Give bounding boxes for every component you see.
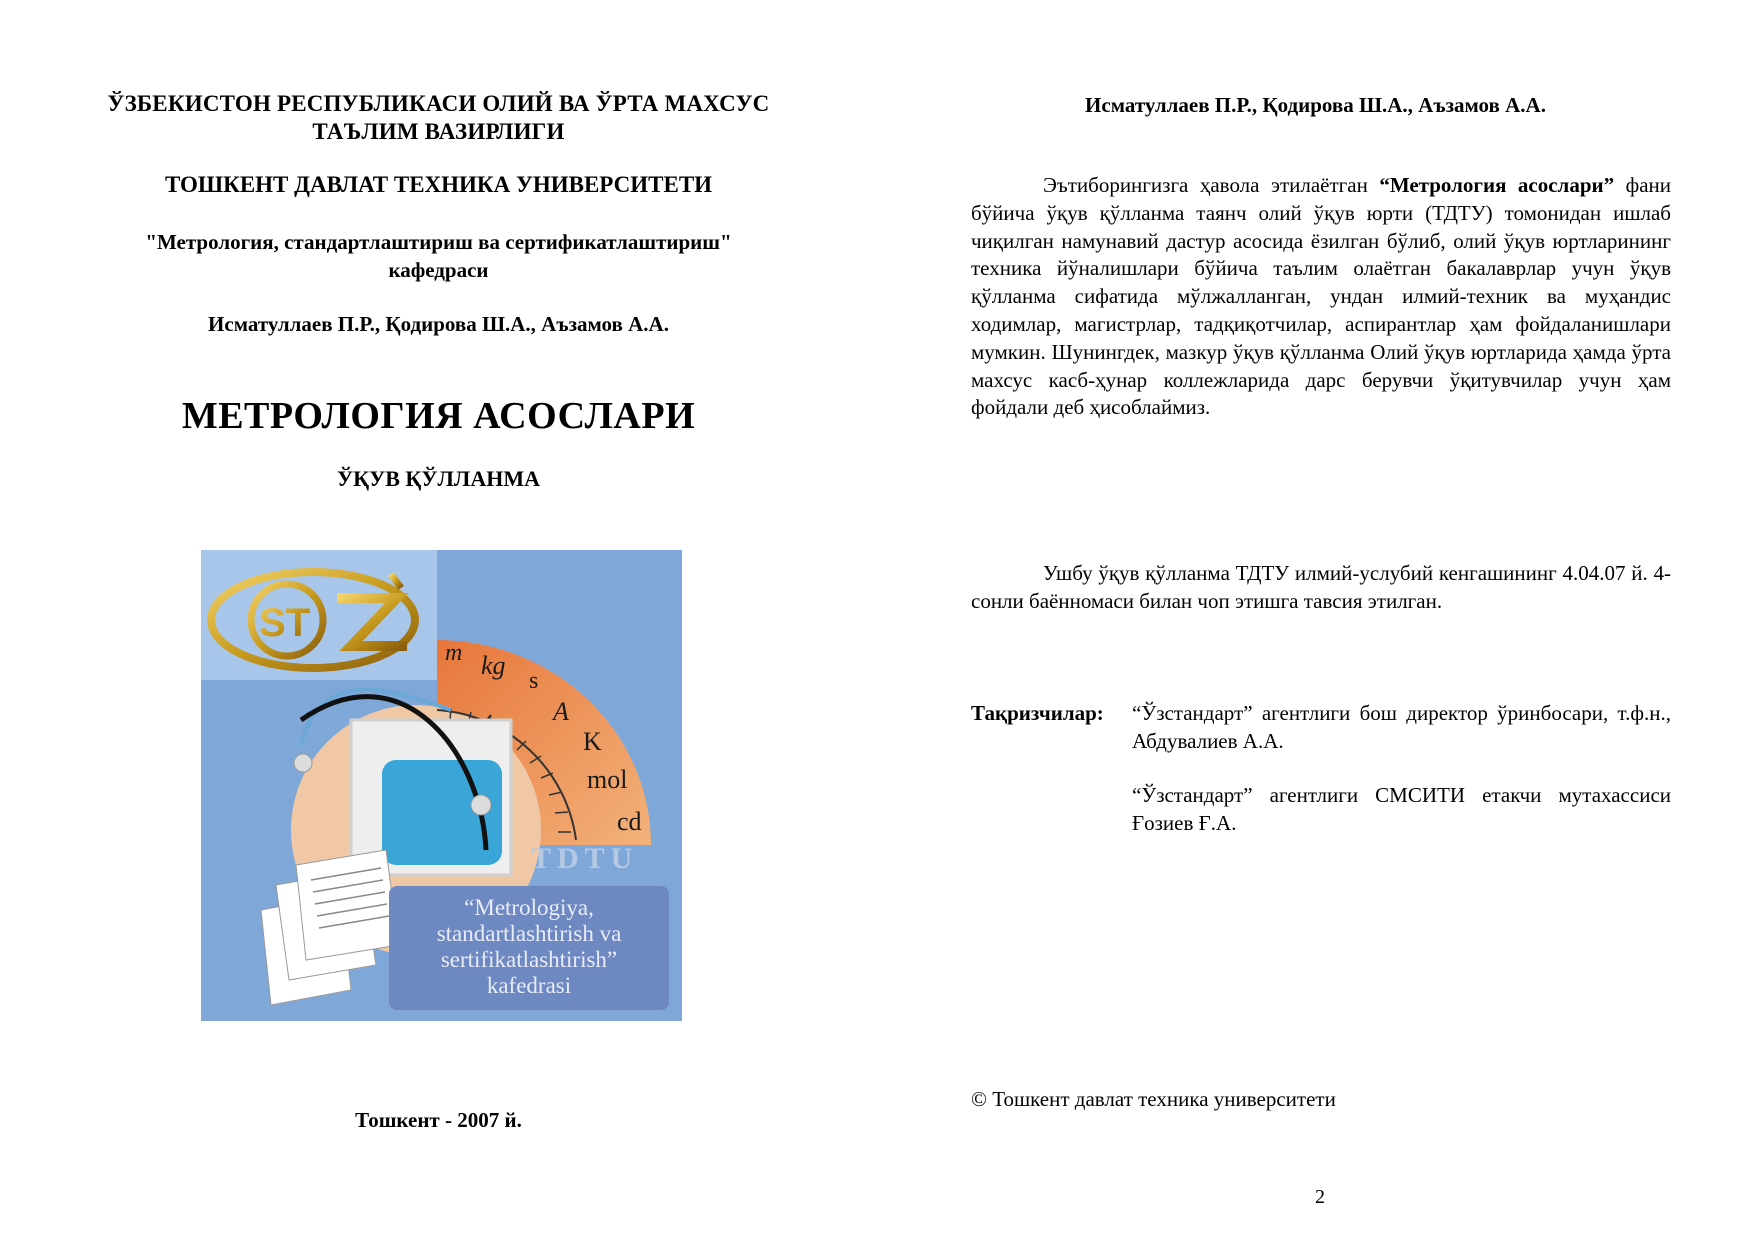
reviewers-label: Тақризчилар: <box>971 701 1104 725</box>
unit-s: s <box>529 668 539 694</box>
caption-line-1: “Metrologiya, <box>464 895 594 920</box>
logo-text: ST <box>259 601 311 645</box>
unit-mol: mol <box>587 765 628 794</box>
ministry-line-1: ЎЗБЕКИСТОН РЕСПУБЛИКАСИ ОЛИЙ ВА ЎРТА МАХСУС <box>107 91 770 116</box>
copyright-notice: © Тошкент давлат техника университети <box>971 1087 1336 1111</box>
tdtu-label: TDTU <box>531 842 639 875</box>
city-year: Тошкент - 2007 й. <box>355 1108 522 1132</box>
department-line-1: "Метрология, стандартлаштириш ва сертификатлаштириш" <box>145 230 732 254</box>
orbit-ball-right <box>471 795 491 815</box>
annotation-lead: Эътиборингизга ҳавола этилаётган <box>1043 173 1380 197</box>
university-name: ТОШКЕНТ ДАВЛАТ ТЕХНИКА УНИВЕРСИТЕТИ <box>164 172 713 197</box>
unit-a: A <box>553 697 569 726</box>
authors-right: Исматуллаев П.Р., Қодирова Ш.А., Аъзамов А.А. <box>1085 93 1546 117</box>
annotation-paragraph <box>971 172 1671 422</box>
book-type: ЎҚУВ ҚЎЛЛАНМА <box>337 466 540 491</box>
book-title: МЕТРОЛОГИЯ АСОСЛАРИ <box>181 395 696 437</box>
unit-k: K <box>583 727 602 756</box>
annotation-book-title: “Метрология асослари” <box>1379 173 1615 197</box>
annotation-text: фани бўйича ўқув қўлланма таянч олий ўқув юрти (ТДТУ) томонидан ишлаб чиқилган намунавий дастур асосида ёзилган бўлиб, олий ўқув юртларининг техника йўналишлари бўйича таълим олаётган бакалаврлар учун ўқув қўлланма сифатида мўлжалланган, ундан илмий-техник ва муҳандис ходимлар, магистрлар, тадқиқотчилар, аспирантлар ҳам фойдаланишлари мумкин. Шунингдек, мазкур ўқув қўлланма Олий ўқув юртларида ҳамда ўрта махсус касб-ҳунар коллежларида дарс берувчи ўқитувчилар учун ҳам фойдали деб ҳисоблаймиз. <box>971 173 1671 420</box>
caption-line-4: kafedrasi <box>486 973 572 998</box>
reviewer-1: “Ўзстандарт” агентлиги бош директор ўринбосари, т.ф.н., Абдувалиев А.А. <box>1132 701 1671 753</box>
ministry-line-2: ТАЪЛИМ ВАЗИРЛИГИ <box>312 119 565 144</box>
approval-paragraph: Ушбу ўқув қўлланма ТДТУ илмий-услубий кенгашининг 4.04.07 й. 4-сонли баённомаси билан чоп этишга тавсия этилган. <box>971 561 1671 613</box>
cover-illustration <box>201 550 682 1021</box>
reviewer-2: “Ўзстандарт” агентлиги СМСИТИ етакчи мутахассиси Ғозиев Ғ.А. <box>1132 783 1671 835</box>
caption-line-2: standartlashtirish va <box>436 921 622 946</box>
unit-kg: kg <box>481 651 506 680</box>
unit-m: m <box>445 640 463 666</box>
department-name <box>0 228 877 284</box>
caption-line-3: sertifikatlashtirish” <box>440 947 618 972</box>
page-number: 2 <box>1315 1186 1325 1208</box>
department-line-2: кафедраси <box>388 258 489 282</box>
unit-cd: cd <box>617 807 642 836</box>
orbit-ball-left <box>294 754 312 772</box>
right-page <box>877 0 1754 1240</box>
authors-left: Исматуллаев П.Р., Қодирова Ш.А., Аъзамов А.А. <box>208 312 669 336</box>
ministry-heading <box>0 90 877 146</box>
